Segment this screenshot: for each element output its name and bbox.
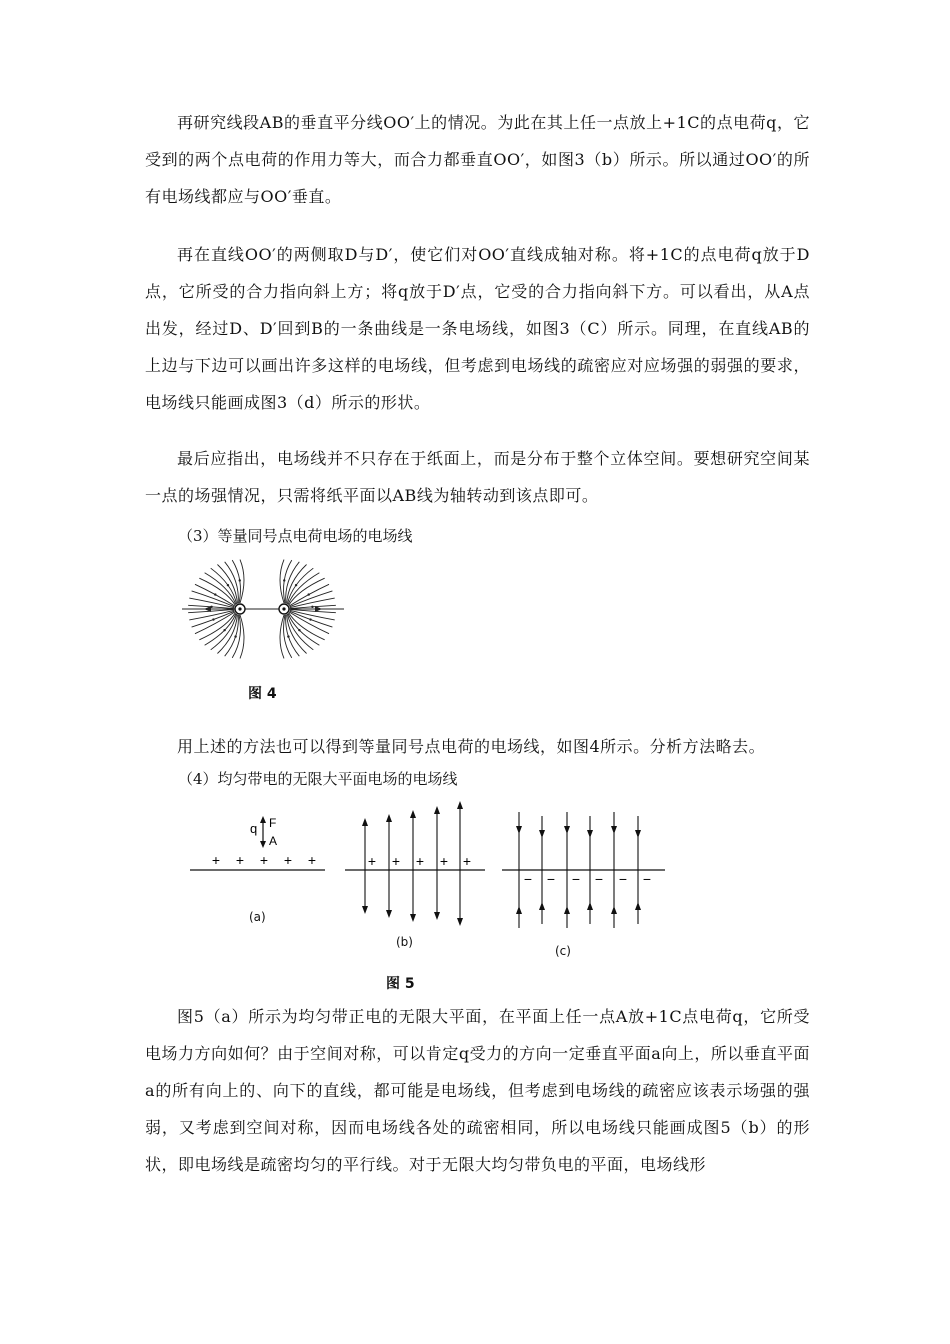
- field-arrow-mark: [227, 584, 229, 586]
- field-line: [280, 615, 284, 658]
- plane-b-charges: [368, 853, 471, 869]
- plus-sign: +: [259, 852, 269, 868]
- minus-sign: −: [618, 871, 628, 887]
- plus-sign: +: [235, 852, 245, 868]
- arrowhead-right: [315, 606, 322, 612]
- field-arrow-mark: [223, 629, 225, 631]
- figure-5b-label: (b): [396, 935, 413, 949]
- field-arrow-mark: [283, 579, 285, 581]
- arrowhead-down: [516, 826, 522, 834]
- arrowhead-up: [635, 902, 641, 910]
- field-arrow-mark: [214, 593, 216, 595]
- figure-5-plane-fields: [180, 800, 680, 970]
- point-charge-center: [282, 607, 285, 610]
- figure-5c-label: (c): [555, 944, 571, 958]
- field-arrow-mark: [307, 593, 309, 595]
- arrowhead-down: [434, 912, 440, 920]
- field-arrow-mark: [295, 584, 297, 586]
- plus-sign: +: [391, 853, 401, 869]
- minus-sign: −: [523, 871, 533, 887]
- force-f-label: F: [269, 816, 277, 830]
- figure-5-caption: 图 5: [386, 976, 415, 992]
- field-arrow-mark: [311, 606, 313, 608]
- arrowhead-up: [539, 902, 545, 910]
- paragraph-like-charges-method: 用上述的方法也可以得到等量同号点电荷的电场线，如图4所示。分析方法略去。: [177, 737, 766, 756]
- heading-infinite-plane: （4）均匀带电的无限大平面电场的电场线: [178, 770, 458, 788]
- arrowhead-up: [611, 906, 617, 914]
- arrowhead-down: [539, 830, 545, 838]
- point-charge-center: [238, 607, 241, 610]
- minus-sign: −: [571, 871, 581, 887]
- paragraph-symmetric-points: 再在直线OO′的两侧取D与D′，使它们对OO′直线成轴对称。将+1C的点电荷q放于D点，它所受的合力指向斜上方；将q放于D′点，它受的合力指向斜下方。可以看出，从A点出发，经过D、D′回到B的一条曲线是一条电场线，如图3（C）所示。同理，在直线AB的上边与下边可以画出许多这样的电场线，但考虑到电场线的疏密应对应场强的弱强的要求，电场线只能画成图3（d）所示的形状。: [145, 245, 810, 412]
- paragraph-3d-space: 最后应指出，电场线并不只存在于纸面上，而是分布于整个立体空间。要想研究空间某一点的场强情况，只需将纸平面以AB线为轴转动到该点即可。: [145, 449, 810, 505]
- arrowhead-up: [434, 806, 440, 814]
- figure-4-caption: 图 4: [248, 686, 277, 702]
- plus-sign: +: [367, 853, 377, 869]
- field-line: [240, 615, 244, 658]
- arrowhead-down: [386, 910, 392, 918]
- paragraph-infinite-plane-analysis: 图5（a）所示为均匀带正电的无限大平面，在平面上任一点A放+1C点电荷q，它所受电场力方向如何？由于空间对称，可以肯定q受力的方向一定垂直平面a向上，所以垂直平面a的所有向上的、向下的直线，都可能是电场线，但考虑到电场线的疏密应该表示场强的强弱，又考虑到空间对称，因而电场线各处的疏密相同，所以电场线只能画成图5（b）的形状，即电场线是疏密均匀的平行线。对于无限大均匀带负电的平面，电场线形: [145, 1007, 810, 1174]
- minus-sign: −: [594, 871, 604, 887]
- heading-like-charges: （3）等量同号点电荷电场的电场线: [178, 527, 413, 545]
- plus-sign: +: [462, 853, 472, 869]
- arrowhead-down: [587, 830, 593, 838]
- field-arrow-mark: [309, 618, 311, 620]
- arrowhead-down: [457, 918, 463, 926]
- paragraph-perpendicular-bisector: 再研究线段AB的垂直平分线OO′上的情况。为此在其上任一点放上+1C的点电荷q，它受到的两个点电荷的作用力等大，而合力都垂直OO′，如图3（b）所示。所以通过OO′的所有电场线都应与OO′垂直。: [145, 113, 810, 206]
- arrowhead-down: [635, 830, 641, 838]
- force-arrowhead-down: [260, 841, 266, 848]
- arrowhead-up: [457, 801, 463, 809]
- field-arrow-mark: [234, 635, 236, 637]
- field-arrow-mark: [239, 579, 241, 581]
- arrowhead-up: [410, 810, 416, 818]
- figure-5a-label: (a): [249, 910, 266, 924]
- arrowhead-up: [362, 818, 368, 826]
- arrowhead-up: [587, 902, 593, 910]
- point-a-label: A: [269, 834, 278, 848]
- force-arrowhead-up: [260, 816, 266, 823]
- arrowhead-down: [564, 826, 570, 834]
- plus-sign: +: [307, 852, 317, 868]
- arrowhead-up: [564, 906, 570, 914]
- arrowhead-down: [611, 826, 617, 834]
- arrowhead-up: [516, 906, 522, 914]
- plus-sign: +: [415, 853, 425, 869]
- plane-a-charges: [212, 852, 316, 868]
- plus-sign: +: [211, 852, 221, 868]
- arrowhead-up: [386, 814, 392, 822]
- field-arrow-mark: [287, 635, 289, 637]
- plus-sign: +: [439, 853, 449, 869]
- arrowhead-down: [362, 906, 368, 914]
- plus-sign: +: [283, 852, 293, 868]
- arrowhead-down: [410, 914, 416, 922]
- minus-sign: −: [546, 871, 556, 887]
- plane-c-charges: [524, 871, 651, 887]
- minus-sign: −: [642, 871, 652, 887]
- charge-q-label: q: [250, 821, 258, 836]
- figure-4-field-lines: [180, 555, 350, 665]
- field-arrow-mark: [212, 618, 214, 620]
- field-arrow-mark: [298, 629, 300, 631]
